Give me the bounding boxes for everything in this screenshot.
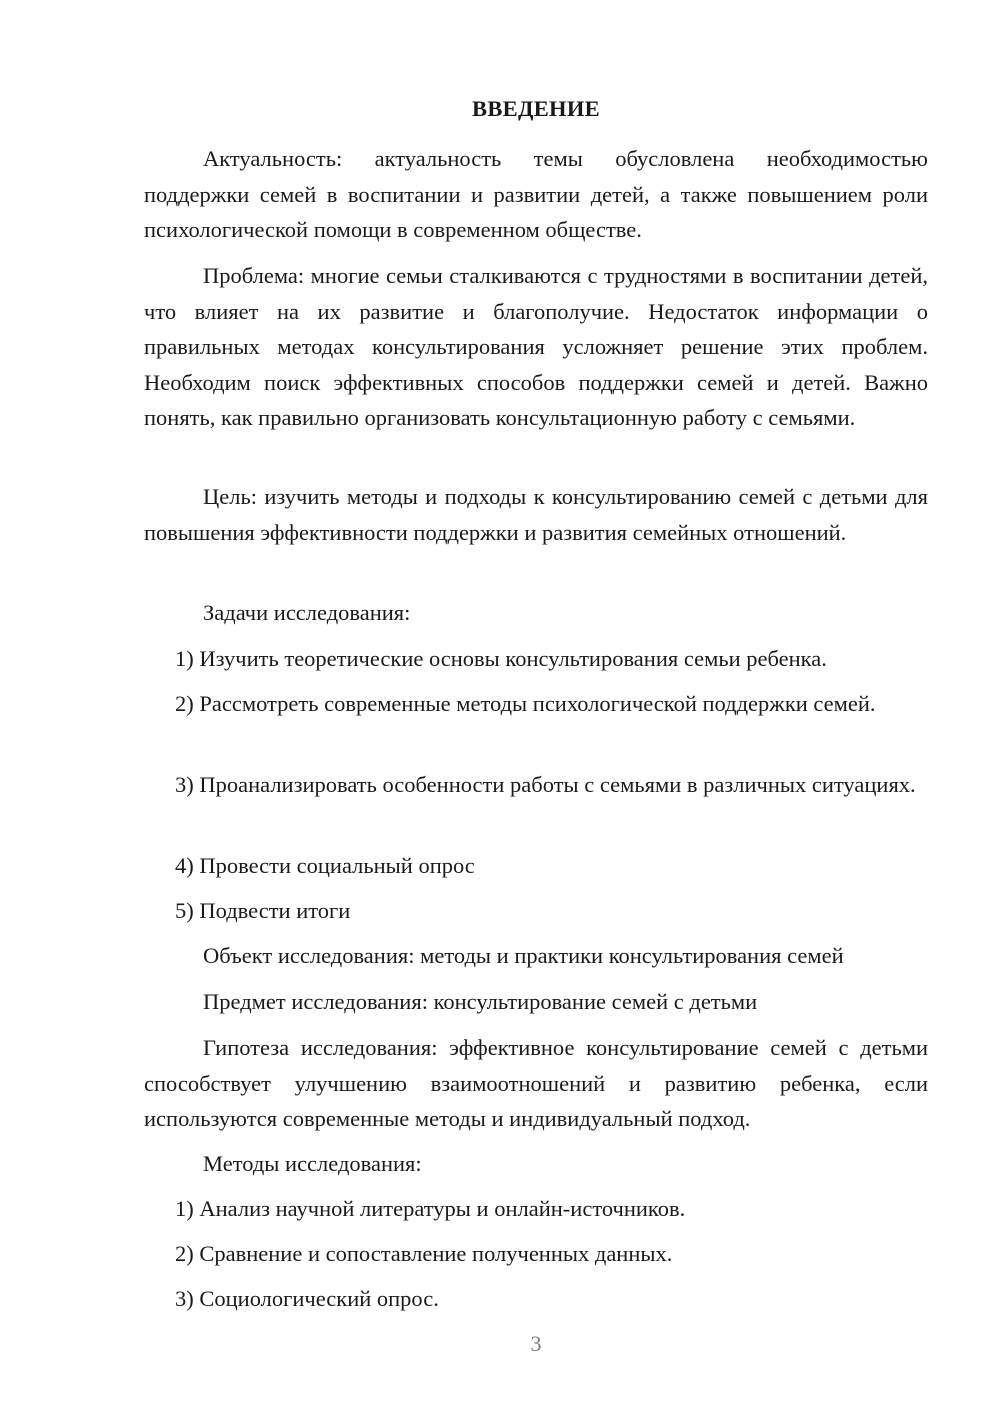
methods-heading: Методы исследования: (203, 1151, 422, 1176)
object-line: Объект исследования: методы и практики консультирования семей (203, 943, 844, 968)
tasks-heading: Задачи исследования: (203, 600, 411, 625)
method-item-3: 3) Социологический опрос. (175, 1286, 439, 1311)
task-item-5: 5) Подвести итоги (175, 898, 351, 923)
task-item-1: 1) Изучить теоретические основы консультирования семьи ребенка. (175, 646, 827, 671)
hypothesis-paragraph: Гипотеза исследования: эффективное консультирование семей с детьми способствует улучшению взаимоотношений и развитию ребенка, если используются современные методы и индивидуальный подход. (144, 1035, 928, 1131)
relevance-paragraph: Актуальность: актуальность темы обусловлена необходимостью поддержки семей в воспитании и развитии детей, а также повышением роли психологической помощи в современном обществе. (144, 146, 928, 242)
method-item-1: 1) Анализ научной литературы и онлайн-источников. (175, 1196, 686, 1221)
page-title: ВВЕДЕНИЕ (472, 96, 600, 121)
page-number: 3 (530, 1331, 542, 1356)
task-item-3: 3) Проанализировать особенности работы с семьями в различных ситуациях. (175, 772, 916, 797)
task-item-2: 2) Рассмотреть современные методы психологической поддержки семей. (175, 691, 876, 716)
task-item-4: 4) Провести социальный опрос (175, 853, 475, 878)
problem-paragraph: Проблема: многие семьи сталкиваются с трудностями в воспитании детей, что влияет на их развитие и благополучие. Недостаток информации о правильных методах консультирования усложняет решение этих проблем. Необходим поиск эффективных способов поддержки семей и детей. Важно понять, как правильно организовать консультационную работу с семьями. (144, 263, 928, 430)
subject-line: Предмет исследования: консультирование семей с детьми (203, 989, 758, 1014)
goal-paragraph: Цель: изучить методы и подходы к консультированию семей с детьми для повышения эффективности поддержки и развития семейных отношений. (144, 484, 928, 545)
method-item-2: 2) Сравнение и сопоставление полученных данных. (175, 1241, 673, 1266)
